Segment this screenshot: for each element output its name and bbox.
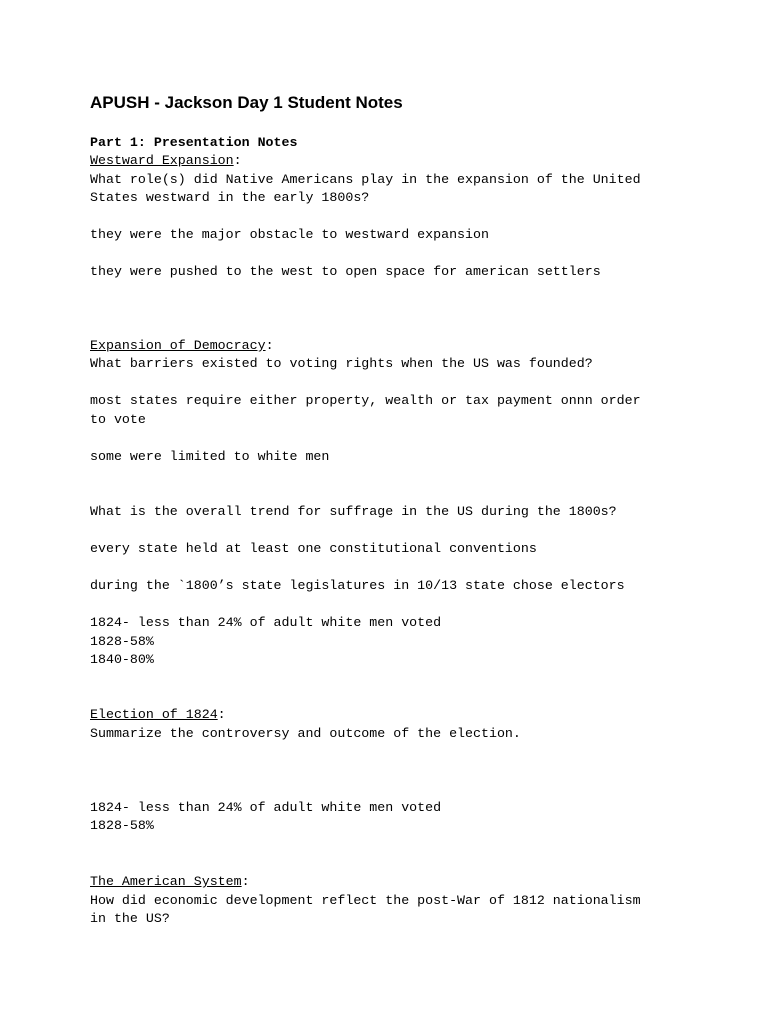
westward-heading-text: Westward Expansion — [90, 153, 234, 168]
heading-colon: : — [217, 707, 226, 722]
democracy-answer-3: every state held at least one constitutional conventions — [90, 541, 537, 556]
election-heading-text: Election of 1824 — [90, 707, 218, 722]
westward-answer-2: they were pushed to the west to open space for american settlers — [90, 264, 601, 279]
election-question: Summarize the controversy and outcome of the election. — [90, 726, 521, 741]
democracy-heading-text: Expansion of Democracy — [90, 338, 266, 353]
westward-question-line-1: What role(s) did Native Americans play in the expansion of the United — [90, 172, 641, 187]
democracy-stat-3: 1840-80% — [90, 652, 154, 667]
democracy-answer-4: during the `1800’s state legislatures in 10/13 state chose electors — [90, 578, 625, 593]
american-system-heading-text: The American System — [90, 874, 242, 889]
document-title: APUSH - Jackson Day 1 Student Notes — [90, 93, 403, 112]
democracy-answer-1-line-1: most states require either property, wealth or tax payment onnn order — [90, 393, 641, 408]
democracy-stat-2: 1828-58% — [90, 634, 154, 649]
part1-heading: Part 1: Presentation Notes — [90, 135, 298, 150]
election-stat-1: 1824- less than 24% of adult white men voted — [90, 800, 442, 815]
american-system-question-line-2: in the US? — [90, 911, 170, 926]
democracy-heading — [90, 337, 274, 355]
democracy-answer-2: some were limited to white men — [90, 449, 330, 464]
westward-question-line-2: States westward in the early 1800s? — [90, 190, 370, 205]
democracy-question-2: What is the overall trend for suffrage in the US during the 1800s? — [90, 504, 617, 519]
election-stat-2: 1828-58% — [90, 818, 154, 833]
american-system-heading — [90, 873, 250, 891]
democracy-stat-1: 1824- less than 24% of adult white men voted — [90, 615, 442, 630]
democracy-question-1: What barriers existed to voting rights when the US was founded? — [90, 356, 593, 371]
heading-colon: : — [233, 153, 242, 168]
westward-answer-1: they were the major obstacle to westward expansion — [90, 227, 489, 242]
election-heading — [90, 706, 226, 724]
heading-colon: : — [265, 338, 274, 353]
democracy-answer-1-line-2: to vote — [90, 412, 146, 427]
american-system-question-line-1: How did economic development reflect the post-War of 1812 nationalism — [90, 893, 641, 908]
westward-heading — [90, 152, 242, 170]
heading-colon: : — [241, 874, 250, 889]
